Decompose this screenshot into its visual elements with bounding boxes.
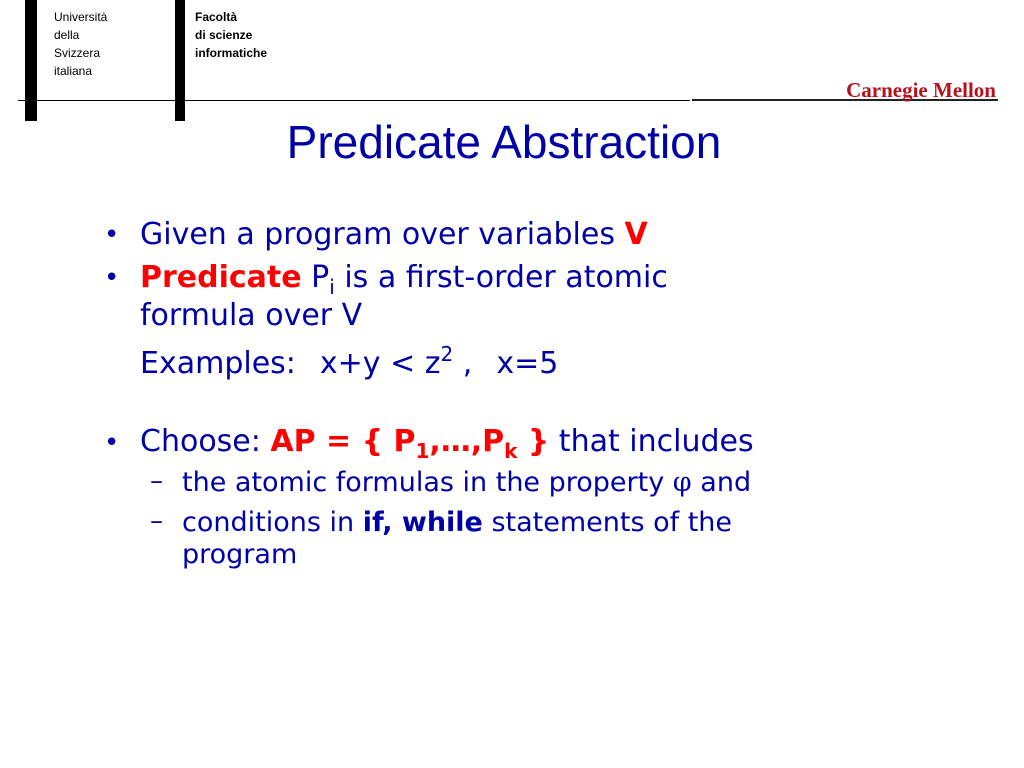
bullet-3-rest: that includes <box>549 424 754 459</box>
dash-2-symbol: – <box>150 506 163 536</box>
dash-1-text: the atomic formulas in the property <box>182 467 673 498</box>
ap-sub-1: 1 <box>415 439 430 463</box>
dash-2-text: conditions in <box>182 507 363 538</box>
ap-sub-k: k <box>504 439 518 463</box>
faculty-line-1: Facoltà <box>195 10 238 24</box>
faculty-line-3: informatiche <box>195 46 268 60</box>
example-1: x+y < z <box>319 346 441 381</box>
variables-v: V <box>624 217 648 252</box>
choose-label: Choose: <box>140 424 271 459</box>
bullet-2-symbol: • <box>104 263 120 293</box>
univ-line-3: Svizzera <box>54 46 101 60</box>
ap-close: } <box>517 424 550 459</box>
bullet-2-line-2: formula over V <box>140 298 363 333</box>
example-sep: , <box>453 346 473 381</box>
predicate-p: P <box>311 260 330 295</box>
bullet-2-line-3 <box>140 336 558 382</box>
dash-1-symbol: – <box>150 466 163 496</box>
dash-2-line-2: program <box>182 539 298 570</box>
bullet-1-symbol: • <box>104 220 120 250</box>
dash-2-line-1 <box>182 505 732 541</box>
example-1-sup: 2 <box>440 342 454 366</box>
bullet-2-rest: is a first-order atomic <box>334 260 668 295</box>
bullet-3 <box>140 424 754 469</box>
univ-line-2: della <box>54 28 80 42</box>
bullet-3-symbol: • <box>104 428 120 458</box>
predicate-keyword: Predicate <box>140 260 302 295</box>
bullet-1-text: Given a program over variables <box>140 217 625 252</box>
dash-2-rest: statements of the <box>482 507 733 538</box>
univ-line-1: Università <box>54 10 108 24</box>
ap-mid: ,…,P <box>429 424 505 459</box>
ap-set <box>270 424 550 463</box>
phi-symbol: φ <box>672 467 692 498</box>
slide-title: Predicate Abstraction <box>286 116 722 168</box>
example-2: x=5 <box>496 346 559 381</box>
predicate-sub-i: i <box>329 275 335 299</box>
examples-label: Examples: <box>140 346 296 381</box>
cmu-logo: Carnegie Mellon <box>846 78 996 102</box>
ap-open: AP = { P <box>270 424 416 459</box>
dash-1 <box>182 465 751 501</box>
faculty-line-2: di scienze <box>195 28 253 42</box>
univ-line-4: italiana <box>54 64 93 78</box>
bullet-1 <box>140 217 648 253</box>
dash-1-and: and <box>691 467 752 498</box>
if-while-keywords: if, while <box>362 507 483 538</box>
